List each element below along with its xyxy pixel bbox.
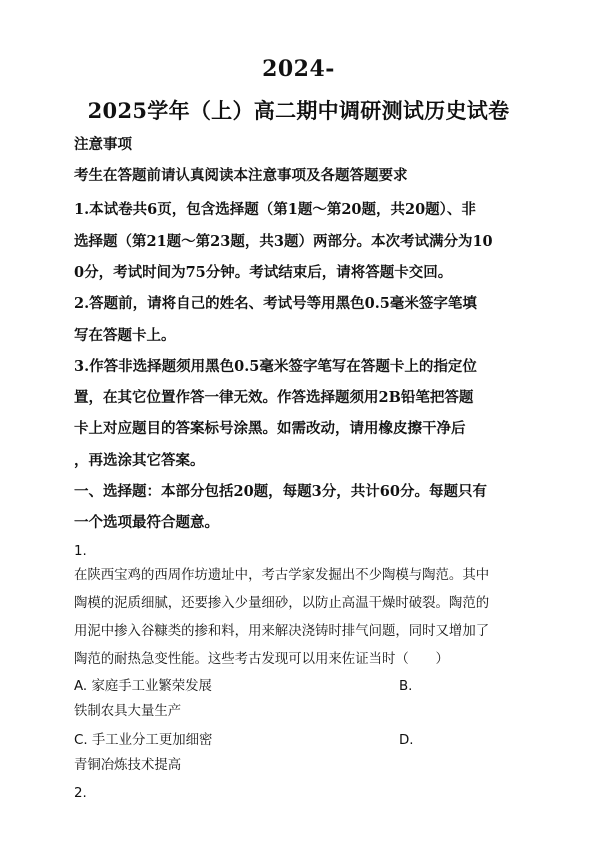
exam-title-year-start: 2024- [262, 56, 335, 82]
question-1-stem-line-4: 陶范的耐热急变性能。这些考古发现可以用来佐证当时（ ） [74, 652, 449, 667]
question-2-number: 2. [74, 786, 87, 801]
exam-title: 2025学年（上）高二期中调研测试历史试卷 [87, 98, 510, 123]
question-1-stem-line-2: 陶模的泥质细腻，还要掺入少量细砂，以防止高温干燥时破裂。陶范的 [74, 596, 490, 611]
notice-item-3-line-3: 卡上对应题目的答案标号涂黑。如需改动，请用橡皮擦干净后 [74, 420, 466, 437]
notice-item-3-line-1: 3.作答非选择题须用黑色0.5毫米签字笔写在答题卡上的指定位 [74, 358, 477, 375]
notice-intro: 考生在答题前请认真阅读本注意事项及各题答题要求 [74, 167, 408, 184]
notice-item-2-line-1: 2.答题前，请将自己的姓名、考试号等用黑色0.5毫米签字笔填 [74, 295, 477, 312]
section-1-header-line-1: 一、选择题：本部分包括20题，每题3分，共计60分。每题只有 [74, 483, 487, 500]
notice-item-3-line-2: 置，在其它位置作答一律无效。作答选择题须用2B铅笔把答题 [74, 389, 474, 406]
notice-item-1-line-1: 1.本试卷共6页，包含选择题（第1题～第20题，共20题）、非 [74, 201, 476, 218]
question-1-option-b-text: 铁制农具大量生产 [74, 704, 182, 719]
question-1-stem-line-3: 用泥中掺入谷糠类的掺和料，用来解决浇铸时排气问题，同时又增加了 [74, 624, 490, 639]
question-1-option-a: A. 家庭手工业繁荣发展 [74, 679, 212, 694]
notice-item-1-line-3: 0分，考试时间为75分钟。考试结束后，请将答题卡交回。 [74, 264, 453, 281]
question-1-number: 1. [74, 544, 87, 559]
notice-item-3-line-4: ，再选涂其它答案。 [74, 452, 205, 469]
question-1-stem-line-1: 在陕西宝鸡的西周作坊遗址中，考古学家发掘出不少陶模与陶范。其中 [74, 568, 490, 583]
notice-heading: 注意事项 [74, 136, 132, 153]
question-1-option-c: C. 手工业分工更加细密 [74, 733, 213, 748]
notice-item-2-line-2: 写在答题卡上。 [74, 327, 176, 344]
notice-item-1-line-2: 选择题（第21题～第23题，共3题）两部分。本次考试满分为10 [74, 233, 493, 250]
question-1-option-b-letter: B. [399, 679, 413, 694]
question-1-option-d-letter: D. [399, 733, 414, 748]
question-1-option-d-text: 青铜冶炼技术提高 [74, 758, 182, 773]
section-1-header-line-2: 一个选项最符合题意。 [74, 514, 219, 531]
